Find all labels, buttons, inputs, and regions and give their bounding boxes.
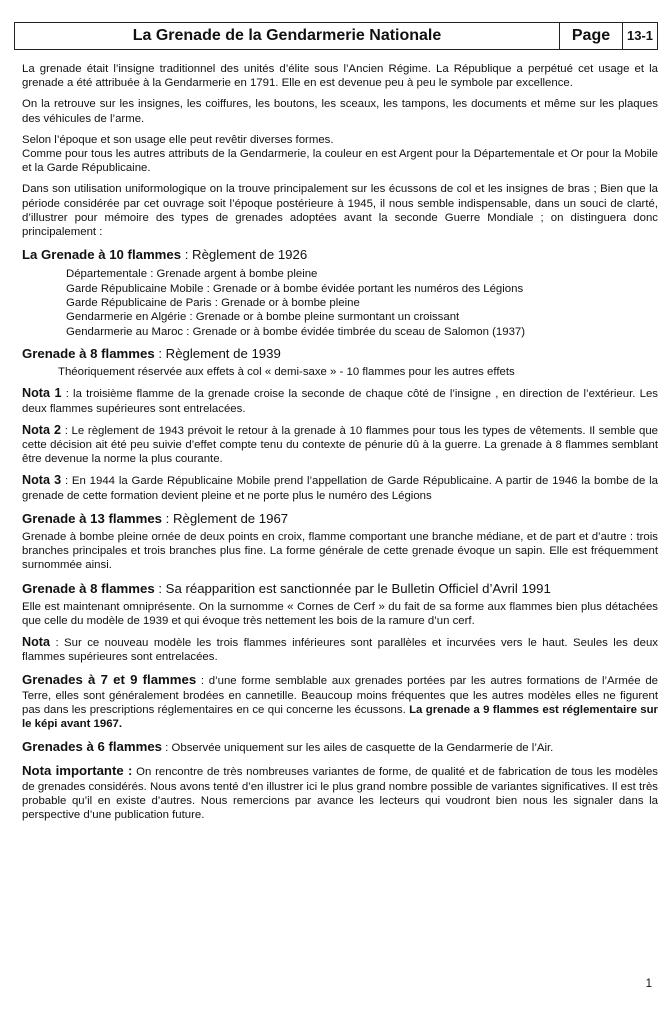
page-label: Page — [560, 23, 623, 49]
section-title: Grenades à 6 flammes — [22, 739, 163, 755]
section-title: Grenade à 8 flammes — [22, 580, 155, 596]
nota-paragraph — [22, 635, 658, 664]
grenade-list — [66, 267, 658, 339]
nota-paragraph — [22, 386, 658, 415]
section-subtitle: : Règlement de 1939 — [154, 346, 281, 362]
section-title: Grenades à 7 et 9 flammes — [22, 672, 197, 688]
section-title: Grenade à 13 flammes — [22, 510, 163, 526]
section-text: : d’une forme semblable aux grenades portées par les autres formations de l’Armée de Terre, elles sont généralement brodées en cannetille. Beaucoup moins fréquentes que les autres modèles elles ne figurent pas dans les prescriptions réglementaires en ce qui concerne les écussons. — [22, 675, 658, 716]
section-paragraph: Grenade à bombe pleine ornée de deux points en croix, flamme comportant une branche médiane, et de part et d’autre : trois branches principales et trois branches plus fine. La forme générale de cette grenade évoque un sapin. Elle est fréquemment surnommée ainsi. — [22, 530, 658, 572]
section-title: La Grenade à 10 flammes — [22, 247, 182, 263]
section-heading-13-flammes — [22, 510, 658, 527]
nota-text: : la troisième flamme de la grenade croise la seconde de chaque côté de l’insigne , en direction de l’extérieur. Les deux flammes supérieures sont entrelacées. — [22, 388, 658, 415]
section-note: Théoriquement réservée aux effets à col « demi-saxe » - 10 flammes pour les autres effets — [58, 366, 515, 379]
section-paragraph-6-flammes — [22, 738, 658, 755]
nota-text: : En 1944 la Garde Républicaine Mobile prend l’appellation de Garde Républicaine. A partir de 1946 la bombe de la grenade de cette formation devient pleine et ne porte plus le numéro des Légions — [22, 475, 658, 502]
intro-paragraph: Dans son utilisation uniformologique on la trouve principalement sur les écussons de col et les insignes de bras ; Bien que la période considérée par cet ouvrage soit l’époque postérieure à 1945, il nous semble indispensable, dans un souci de clarté, d’illustrer pour mémoire des types de grenades adoptées avant la seconde Guerre Mondiale ; on distinguera donc principalement : — [22, 183, 658, 239]
section-paragraph-nota-importante — [22, 762, 658, 822]
section-paragraph-7-9-flammes — [22, 671, 658, 731]
section-heading-8-flammes-1991 — [22, 580, 658, 597]
section-title: Grenade à 8 flammes — [22, 346, 155, 362]
nota-text: : Le règlement de 1943 prévoit le retour à la grenade à 10 flammes pour tous les types de vêtements. Il semble que cette décision ait été peu suivie d’effet compte tenu du contexte de pénurie dû à la guerre. La grenade à 8 flammes semblant être devenue la norme la plus courante. — [22, 424, 658, 466]
page-header — [14, 22, 658, 50]
intro-paragraph: Selon l’époque et son usage elle peut revêtir diverses formes. — [22, 133, 334, 146]
page-number-box: 13-1 — [626, 28, 654, 43]
nota-label: Nota 3 — [22, 473, 62, 488]
section-title: Nota importante : — [22, 763, 133, 779]
nota-text: : Sur ce nouveau modèle les trois flammes inférieures sont parallèles et incurvées vers le haut. Seules les deux flammes supérieures sont entrelacées. — [22, 636, 658, 664]
list-item: Garde Républicaine Mobile : Grenade or à bombe évidée portant les numéros des Légions — [66, 282, 524, 295]
section-subtitle: : Sa réapparition est sanctionnée par le Bulletin Officiel d’Avril 1991 — [154, 580, 551, 596]
nota-label: Nota — [22, 634, 50, 649]
list-item: Départementale : Grenade argent à bombe pleine — [66, 268, 318, 281]
section-heading-10-flammes — [22, 246, 658, 263]
section-text: On rencontre de très nombreuses variantes de forme, de qualité et de fabrication de tous les modèles de grenades considérés. Nous avons tenté d’en illustrer ici le plus grand nombre possible de variantes significatives. Il est très probable qu’il en existe d’autres. Nous remercions par avance les lecteurs qui voudront bien nous les signaler dans la perspective d’une publication future. — [22, 766, 658, 821]
nota-label: Nota 2 — [22, 422, 62, 437]
intro-paragraph: La grenade était l’insigne traditionnel des unités d’élite sous l’Ancien Régime. La République a perpétué cet usage et la grenade a été attribuée à la Gendarmerie en 1791. Elle en est devenue peu à peu le symbole par excellence. — [22, 63, 658, 90]
nota-paragraph — [22, 473, 658, 502]
section-subtitle: : Règlement de 1967 — [162, 510, 289, 526]
nota-label: Nota 1 — [22, 386, 62, 401]
nota-paragraph — [22, 423, 658, 467]
list-item: Garde Républicaine de Paris : Grenade or à bombe pleine — [66, 297, 360, 310]
document-body — [22, 62, 658, 829]
section-subtitle: : Règlement de 1926 — [181, 247, 308, 263]
section-bold-text: La grenade a 9 flammes est réglementaire sur le képi avant 1967. — [22, 703, 658, 730]
intro-paragraph: On la retrouve sur les insignes, les coiffures, les boutons, les sceaux, les tampons, les documents et même sur les plaques des véhicules de l’arme. — [22, 98, 658, 125]
list-item: Gendarmerie au Maroc : Grenade or à bombe évidée timbrée du sceau de Salomon (1937) — [66, 325, 526, 338]
list-item: Gendarmerie en Algérie : Grenade or à bombe pleine surmontant un croissant — [66, 311, 460, 324]
section-text: : Observée uniquement sur les ailes de casquette de la Gendarmerie de l’Air. — [162, 742, 554, 755]
footer-page-number: 1 — [645, 978, 652, 990]
document-title: La Grenade de la Gendarmerie Nationale — [15, 23, 560, 49]
intro-paragraph: Comme pour tous les autres attributs de la Gendarmerie, la couleur en est Argent pour la Départementale et Or pour la Mobile et la Garde Républicaine. — [22, 148, 658, 175]
section-heading-8-flammes-1939 — [22, 345, 658, 362]
section-paragraph: Elle est maintenant omniprésente. On la surnomme « Cornes de Cerf » du fait de sa forme aux flammes bien plus détachées que celle du modèle de 1939 et qui évoque très nettement les bois de la ramure d’un cerf. — [22, 600, 658, 627]
